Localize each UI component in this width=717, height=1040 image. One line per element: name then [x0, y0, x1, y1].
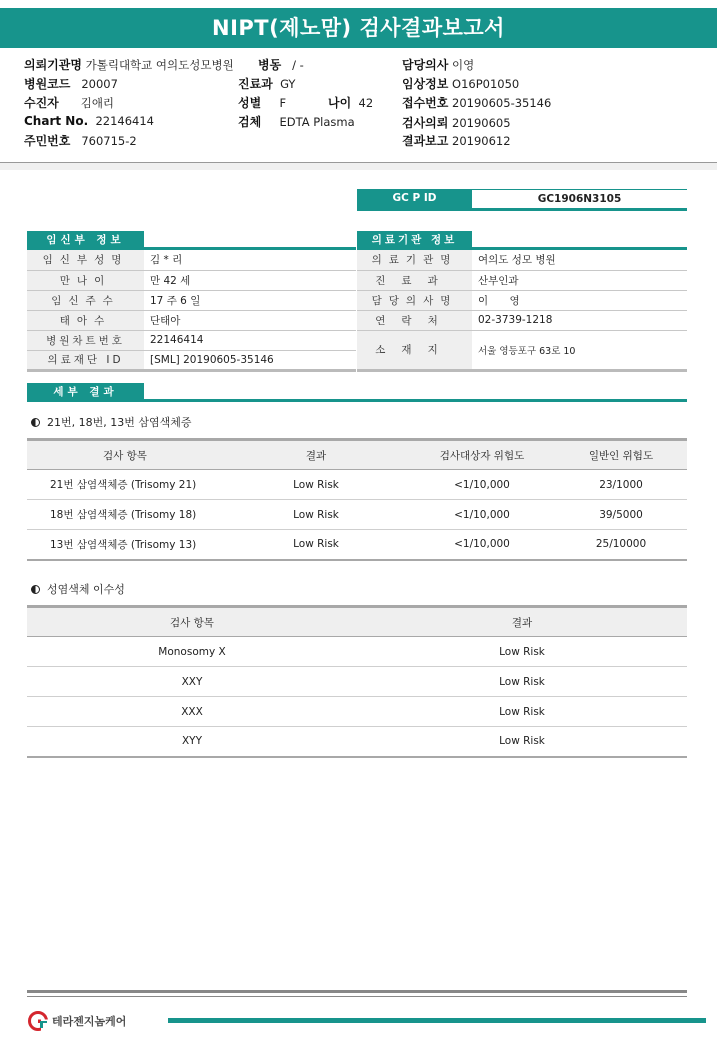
header-department: 진료과 GY: [238, 77, 296, 91]
header-institution: 의뢰기관명 가톨릭대학교 여의도성모병원: [24, 58, 234, 72]
table-row: 18번 삼염색체증 (Trisomy 18) Low Risk <1/10,000 39/5000: [27, 500, 687, 530]
sex-chromosome-subtitle: 성염색체 이수성: [31, 581, 125, 597]
table-row: 21번 삼염색체증 (Trisomy 21) Low Risk <1/10,000 23/1000: [27, 470, 687, 500]
gcp-id-value: GC1906N3105: [472, 189, 687, 208]
header-report-date: 결과보고 20190612: [402, 134, 511, 148]
company-name: 테라젠지놈케어: [52, 1015, 127, 1028]
table-row: XYY Low Risk: [27, 727, 687, 757]
clinic-info-title: 의료기관 정보: [357, 231, 472, 250]
clinic-info-header: [357, 231, 687, 250]
gcp-id-box: [357, 189, 687, 211]
report-title: NIPT(제노맘) 검사결과보고서: [0, 8, 717, 48]
header-hospital-code: 병원코드 20007: [24, 77, 118, 91]
table-row: Monosomy X Low Risk: [27, 637, 687, 667]
pregnant-info-table: [27, 250, 356, 372]
table-row: 연락처 02-3739-1218: [357, 310, 687, 330]
footer-divider: [27, 990, 687, 997]
table-row: 소재지 서울 영등포구 63로 10: [357, 330, 687, 370]
trisomy-subtitle: 21번, 18번, 13번 삼염색체증: [31, 414, 191, 430]
gcp-id-label: GC P ID: [357, 189, 472, 208]
pregnant-info-title: 임신부 정보: [27, 231, 144, 250]
table-row: 임신주수 17 주 6 일: [27, 290, 356, 310]
company-logo: [27, 1010, 126, 1032]
half-circle-icon: [31, 418, 40, 427]
table-row: 임신부성명 김 * 리: [27, 250, 356, 270]
header-doctor: 담당의사 이영: [402, 58, 475, 72]
trisomy-table: [27, 438, 687, 561]
header-patient: 수진자 김애리: [24, 96, 115, 110]
sex-chromosome-table: [27, 605, 687, 758]
table-row: XXY Low Risk: [27, 667, 687, 697]
table-row: 의료재단 ID [SML] 20190605-35146: [27, 350, 356, 370]
header-clinical: 임상정보 O16P01050: [402, 77, 520, 91]
table-row: 담당의사명 이 영: [357, 290, 687, 310]
header-age: 나이 42: [328, 96, 374, 110]
table-row: 만나이 만 42 세: [27, 270, 356, 290]
table-row: XXX Low Risk: [27, 697, 687, 727]
table-row: 병원차트번호 22146414: [27, 330, 356, 350]
table-row: 진료과 산부인과: [357, 270, 687, 290]
table-row: 13번 삼염색체증 (Trisomy 13) Low Risk <1/10,000 25/10000: [27, 530, 687, 560]
header-chart-no: Chart No. 22146414: [24, 114, 154, 128]
clinic-info-table: [357, 250, 687, 372]
half-circle-icon: [31, 585, 40, 594]
header-divider: [0, 162, 717, 170]
company-logo-icon: [27, 1010, 49, 1032]
footer-accent-bar: [168, 1018, 706, 1023]
table-header-row: 검사 항목 결과: [27, 607, 687, 637]
header-sex: 성별 F: [238, 96, 287, 110]
header-specimen: 검체 EDTA Plasma: [238, 115, 355, 129]
detail-results-title: 세부 결과: [27, 383, 144, 402]
table-row: 의료기관명 여의도 성모 병원: [357, 250, 687, 270]
header-rrn: 주민번호 760715-2: [24, 134, 137, 148]
header-receipt: 접수번호 20190605-35146: [402, 96, 552, 110]
table-header-row: 검사 항목 결과 검사대상자 위험도 일반인 위험도: [27, 440, 687, 470]
header-ward: 병동 / -: [258, 58, 304, 72]
detail-results-header: [27, 383, 687, 402]
header-request: 검사의뢰 20190605: [402, 116, 511, 130]
table-row: 태아수 단태아: [27, 310, 356, 330]
pregnant-info-header: [27, 231, 356, 250]
